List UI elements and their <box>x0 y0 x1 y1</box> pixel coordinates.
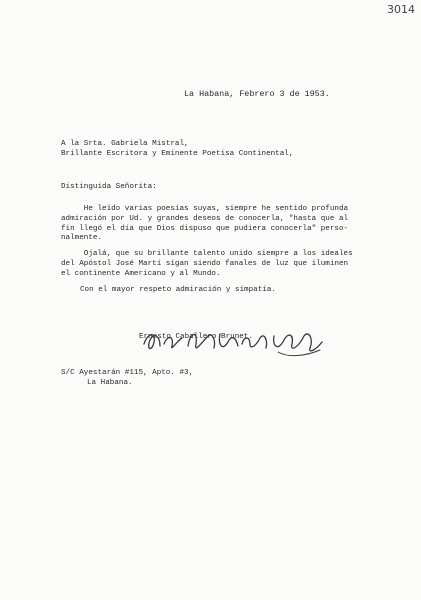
archive-number: 3014 <box>387 3 415 16</box>
recipient-line-2: Brillante Escritora y Eminente Poetisa Continental, <box>61 150 294 158</box>
signer-name: Ernesto Caballero Brunet. <box>139 333 253 341</box>
salutation: Distinguida Señorita: <box>61 183 157 191</box>
return-address-line-1: S/C Ayestarán #115, Apto. #3, <box>61 369 194 377</box>
closing-line: Con el mayor respeto admiración y simpatía. <box>80 286 276 294</box>
recipient-line-1: A la Srta. Gabriela Mistral, <box>61 140 189 148</box>
return-address-line-2: La Habana. <box>87 379 133 387</box>
letter-date: La Habana, Febrero 3 de 1953. <box>184 89 330 99</box>
paragraph-line: fin llegó el día que Dios dispuso que pudiera conocerla" perso- <box>61 224 349 233</box>
paragraph-line: del Apóstol José Martí sigan siendo fanales de luz que iluminen <box>61 259 349 268</box>
paragraph-line: He leído varias poesías suyas, siempre he sentido profunda <box>61 205 349 213</box>
paragraph-line: Ojalá, que su brillante talento unido siempre a los ideales <box>61 250 353 258</box>
paragraph-line: nalmente. <box>61 234 103 243</box>
body-paragraph-2 <box>61 250 361 279</box>
body-paragraph-1 <box>61 205 361 244</box>
paragraph-line: admiración por Ud. y grandes deseos de conocerla, "hasta que al <box>61 214 349 223</box>
paragraph-line: el continente Americano y al Mundo. <box>61 269 221 278</box>
